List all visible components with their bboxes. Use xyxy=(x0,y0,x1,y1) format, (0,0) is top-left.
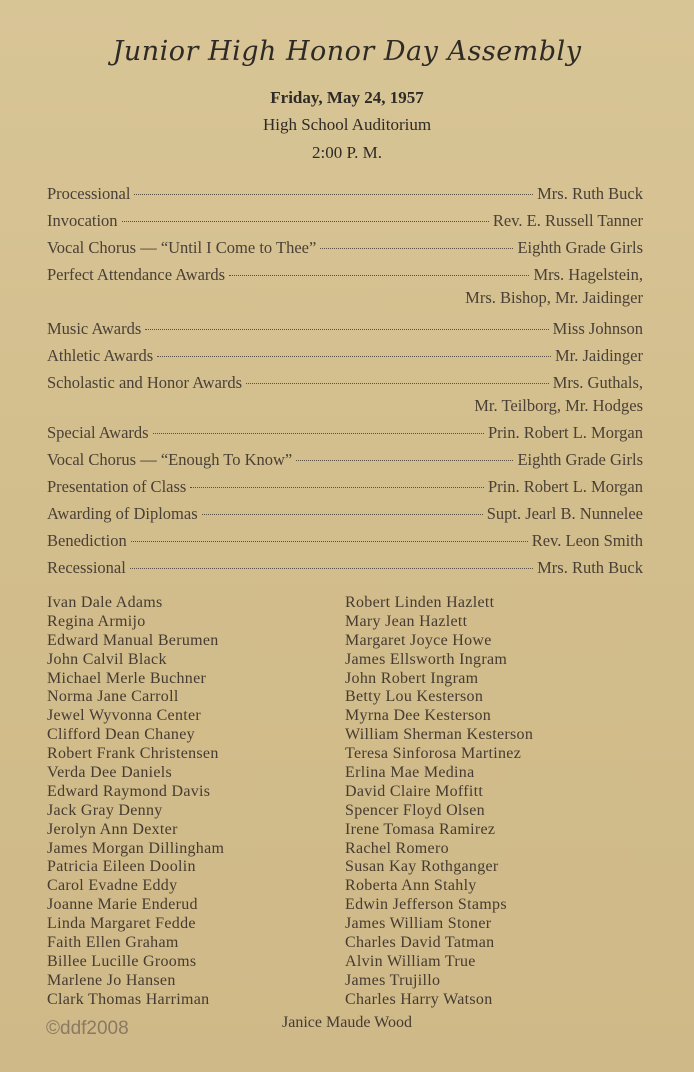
program-row xyxy=(47,319,643,339)
program-presenter-continued: Mr. Teilborg, Mr. Hodges xyxy=(474,396,643,415)
graduate-name: Marlene Jo Hansen xyxy=(47,971,176,989)
program-item: Music Awards xyxy=(47,319,142,338)
graduate-name: James Ellsworth Ingram xyxy=(345,650,508,668)
copyright-watermark: ©ddf2008 xyxy=(46,1018,129,1039)
graduate-name: Patricia Eileen Doolin xyxy=(47,858,196,876)
graduate-name: Robert Linden Hazlett xyxy=(345,594,495,611)
program-presenter: Prin. Robert L. Morgan xyxy=(487,423,643,442)
program-row xyxy=(47,211,643,231)
graduate-name: William Sherman Kesterson xyxy=(345,726,534,744)
program-presenter: Mrs. Guthals, xyxy=(552,373,643,392)
program-presenter-continued: Mrs. Bishop, Mr. Jaidinger xyxy=(465,288,643,307)
dot-leader xyxy=(320,248,513,249)
program-item: Recessional xyxy=(47,558,126,577)
program-item: Presentation of Class xyxy=(47,477,187,496)
program-presenter: Supt. Jearl B. Nunnelee xyxy=(486,504,643,523)
dot-leader xyxy=(130,568,533,569)
event-place: High School Auditorium xyxy=(262,115,432,134)
program-row xyxy=(47,423,643,443)
program-presenter: Mr. Jaidinger xyxy=(555,346,643,365)
graduate-name: Verda Dee Daniels xyxy=(47,764,173,782)
program-presenter: Rev. Leon Smith xyxy=(531,531,643,550)
graduate-name: Jerolyn Ann Dexter xyxy=(47,820,178,838)
graduate-name: James Morgan Dillingham xyxy=(47,839,225,857)
program-presenter: Miss Johnson xyxy=(552,319,643,338)
program-presenter: Mrs. Hagelstein, xyxy=(533,265,643,284)
names-right-column xyxy=(345,594,533,1010)
graduate-name: Robert Frank Christensen xyxy=(47,745,219,763)
dot-leader xyxy=(229,275,529,276)
program-row xyxy=(47,477,643,497)
graduate-name: Billee Lucille Grooms xyxy=(47,952,197,970)
program-presenter: Mrs. Ruth Buck xyxy=(537,558,643,577)
graduate-name: Norma Jane Carroll xyxy=(47,688,179,706)
graduate-name: Teresa Sinforosa Martinez xyxy=(345,745,522,763)
program-presenter: Eighth Grade Girls xyxy=(517,238,643,257)
graduate-name: Ivan Dale Adams xyxy=(47,594,163,611)
graduate-name: Clark Thomas Harriman xyxy=(47,990,210,1008)
graduate-name: John Calvil Black xyxy=(47,650,167,668)
graduate-name: Spencer Floyd Olsen xyxy=(345,801,485,819)
event-time: 2:00 P. M. xyxy=(312,143,382,162)
graduate-name: Margaret Joyce Howe xyxy=(345,631,492,649)
graduate-name: Linda Margaret Fedde xyxy=(47,915,196,933)
program-item: Vocal Chorus — “Until I Come to Thee” xyxy=(47,238,317,257)
program-item: Perfect Attendance Awards xyxy=(47,265,226,284)
dot-leader xyxy=(122,221,489,222)
graduate-name: Jack Gray Denny xyxy=(47,801,163,819)
program-presenter: Mrs. Ruth Buck xyxy=(537,184,643,203)
last-graduate-name: Janice Maude Wood xyxy=(282,1014,412,1031)
dot-leader xyxy=(145,329,548,330)
graduate-name: Myrna Dee Kesterson xyxy=(345,707,492,725)
dot-leader xyxy=(134,194,533,195)
names-left-column xyxy=(47,594,224,1010)
program-item: Processional xyxy=(47,184,131,203)
program-presenter: Eighth Grade Girls xyxy=(517,450,643,469)
graduate-name: Susan Kay Rothganger xyxy=(345,858,499,876)
dot-leader xyxy=(202,514,483,515)
dot-leader xyxy=(296,460,513,461)
graduate-name: Edwin Jefferson Stamps xyxy=(345,896,507,914)
graduate-name: Mary Jean Hazlett xyxy=(345,612,468,630)
program-row xyxy=(47,265,643,285)
program-item: Athletic Awards xyxy=(47,346,154,365)
dot-leader xyxy=(190,487,484,488)
program-row xyxy=(47,531,643,551)
graduate-name: Joanne Marie Enderud xyxy=(47,896,198,914)
graduate-name: Roberta Ann Stahly xyxy=(345,877,477,895)
program-item: Special Awards xyxy=(47,423,149,442)
graduate-name: Charles David Tatman xyxy=(345,934,495,952)
program-item: Vocal Chorus — “Enough To Know” xyxy=(47,450,293,469)
program-presenter: Rev. E. Russell Tanner xyxy=(492,211,643,230)
program-row xyxy=(47,184,643,204)
program-row xyxy=(47,238,643,258)
program-row xyxy=(47,346,643,366)
graduate-name: David Claire Moffitt xyxy=(345,782,484,800)
graduate-name: Michael Merle Buchner xyxy=(47,669,207,687)
program-row xyxy=(47,450,643,470)
graduate-name: Regina Armijo xyxy=(47,612,146,630)
graduate-name: Alvin William True xyxy=(345,952,476,970)
program-row xyxy=(47,373,643,393)
program-item: Invocation xyxy=(47,211,118,230)
dot-leader xyxy=(153,433,484,434)
program-presenter: Prin. Robert L. Morgan xyxy=(487,477,643,496)
graduate-name: Irene Tomasa Ramirez xyxy=(345,820,496,838)
graduate-name: Betty Lou Kesterson xyxy=(345,688,484,706)
graduate-name: James Trujillo xyxy=(345,971,441,989)
program-row xyxy=(47,558,643,578)
graduate-name: Edward Manual Berumen xyxy=(47,631,219,649)
graduate-name: Jewel Wyvonna Center xyxy=(47,707,202,725)
dot-leader xyxy=(246,383,549,384)
graduate-name: Faith Ellen Graham xyxy=(47,934,179,952)
graduate-name: Erlina Mae Medina xyxy=(345,764,475,782)
program-item: Awarding of Diplomas xyxy=(47,504,198,523)
graduate-name: Carol Evadne Eddy xyxy=(47,877,178,895)
graduate-name: Rachel Romero xyxy=(345,839,449,857)
dot-leader xyxy=(157,356,551,357)
graduate-name: James William Stoner xyxy=(345,915,492,933)
graduate-name: Charles Harry Watson xyxy=(345,990,493,1008)
page-title: Junior High Honor Day Assembly xyxy=(112,36,582,67)
graduate-name: John Robert Ingram xyxy=(345,669,479,687)
event-date: Friday, May 24, 1957 xyxy=(270,88,424,107)
graduate-name: Clifford Dean Chaney xyxy=(47,726,195,744)
dot-leader xyxy=(131,541,528,542)
program-item: Benediction xyxy=(47,531,127,550)
program-row xyxy=(47,504,643,524)
program-item: Scholastic and Honor Awards xyxy=(47,373,243,392)
graduate-name: Edward Raymond Davis xyxy=(47,782,211,800)
